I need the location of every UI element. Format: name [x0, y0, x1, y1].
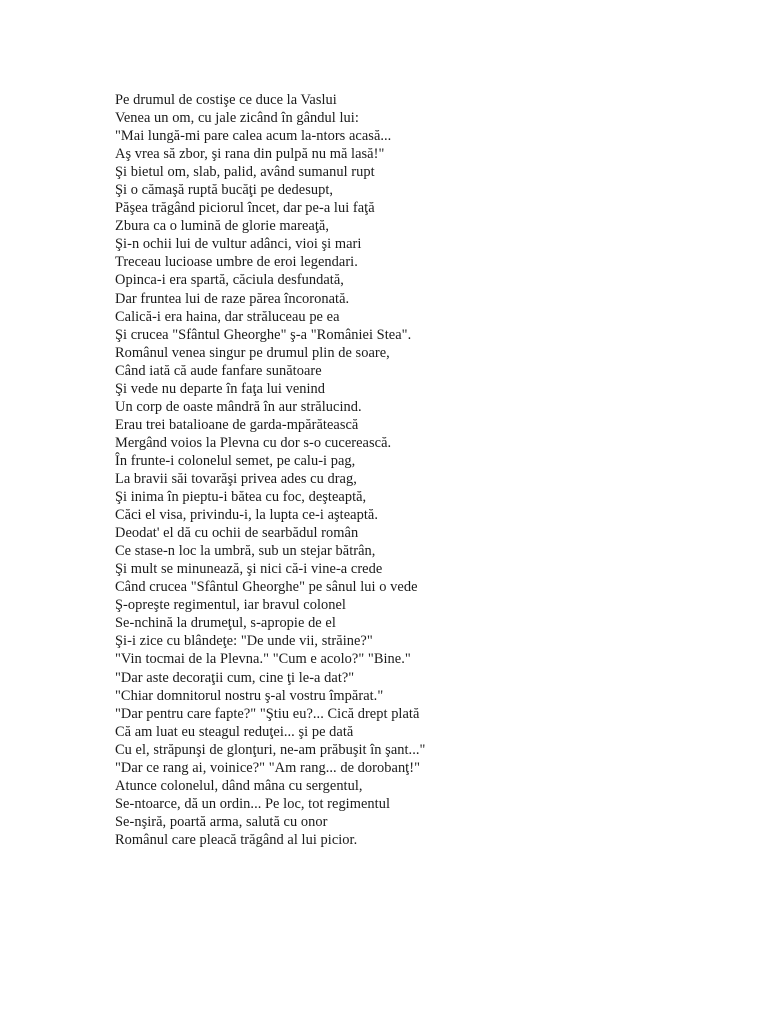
- poem-line: "Dar ce rang ai, voinice?" "Am rang... de dorobanţ!": [115, 759, 420, 776]
- poem-line: Treceau lucioase umbre de eroi legendari.: [115, 254, 358, 271]
- poem-line: Deodat' el dă cu ochii de searbădul român: [115, 525, 359, 542]
- poem-line: La bravii săi tovarăşi privea ades cu drag,: [115, 470, 357, 487]
- poem-line: Dar fruntea lui de raze părea încoronată.: [115, 290, 350, 307]
- poem-line: Şi-i zice cu blândeţe: "De unde vii, străine?": [115, 633, 373, 650]
- poem-line: "Mai lungă-mi pare calea acum la-ntors acasă...: [115, 128, 392, 145]
- poem-line: Căci el visa, privindu-i, la lupta ce-i aşteaptă.: [115, 507, 378, 524]
- poem-line: Românul care pleacă trăgând al lui picior.: [115, 831, 358, 848]
- poem-line: Şi o cămaşă ruptă bucăţi pe dedesupt,: [115, 182, 334, 199]
- poem-line: Opinca-i era spartă, căciula desfundată,: [115, 272, 344, 289]
- poem-line: Când crucea "Sfântul Gheorghe" pe sânul lui o vede: [115, 579, 418, 596]
- poem-line: Se-ntoarce, dă un ordin... Pe loc, tot regimentul: [115, 795, 391, 812]
- poem-line: Se-nşiră, poartă arma, salută cu onor: [115, 813, 328, 830]
- poem-line: Românul venea singur pe drumul plin de soare,: [115, 344, 390, 361]
- poem-line: Şi bietul om, slab, palid, având sumanul rupt: [115, 164, 375, 181]
- poem-line: Venea un om, cu jale zicând în gândul lui:: [115, 110, 359, 127]
- poem-text: [115, 91, 735, 849]
- poem-line: Calică-i era haina, dar străluceau pe ea: [115, 308, 340, 325]
- poem-line: Erau trei batalioane de garda-mpărătească: [115, 416, 359, 433]
- poem-line: Şi inima în pieptu-i bătea cu foc, deşteaptă,: [115, 489, 367, 506]
- poem-line: Atunce colonelul, dând mâna cu sergentul,: [115, 777, 363, 794]
- poem-line: Şi vede nu departe în faţa lui venind: [115, 380, 326, 397]
- poem-line: Zbura ca o lumină de glorie mareaţă,: [115, 218, 329, 235]
- poem-line: Ce stase-n loc la umbră, sub un stejar bătrân,: [115, 543, 376, 560]
- poem-line: Un corp de oaste mândră în aur strălucind.: [115, 398, 362, 415]
- poem-line: "Chiar domnitorul nostru ş-al vostru împărat.": [115, 687, 384, 704]
- poem-line: "Dar pentru care fapte?" "Ştiu eu?... Cică drept plată: [115, 705, 420, 722]
- poem-line: În frunte-i colonelul semet, pe calu-i pag,: [115, 452, 356, 469]
- poem-line: Şi mult se minunează, şi nici că-i vine-a crede: [115, 561, 383, 578]
- poem-line: Aş vrea să zbor, şi rana din pulpă nu mă lasă!": [115, 146, 385, 163]
- poem-line: "Dar aste decoraţii cum, cine ţi le-a dat?": [115, 669, 355, 686]
- poem-line: Mergând voios la Plevna cu dor s-o cucerească.: [115, 434, 392, 451]
- poem-line: Când iată că aude fanfare sunătoare: [115, 362, 322, 379]
- poem-line: Şi crucea "Sfântul Gheorghe" ş-a "României Stea".: [115, 326, 412, 343]
- poem-line: Ş-opreşte regimentul, iar bravul colonel: [115, 597, 346, 614]
- poem-line: Păşea trăgând piciorul încet, dar pe-a lui faţă: [115, 200, 375, 217]
- poem-line: Că am luat eu steagul reduţei... şi pe dată: [115, 723, 354, 740]
- poem-line: Cu el, străpunşi de glonţuri, ne-am prăbuşit în şant...": [115, 741, 426, 758]
- poem-line: "Vin tocmai de la Plevna." "Cum e acolo?" "Bine.": [115, 651, 411, 668]
- poem-line: Şi-n ochii lui de vultur adânci, vioi şi mari: [115, 236, 362, 253]
- poem-line: Se-nchină la drumeţul, s-apropie de el: [115, 615, 336, 632]
- poem-line: Pe drumul de costişe ce duce la Vaslui: [115, 92, 337, 108]
